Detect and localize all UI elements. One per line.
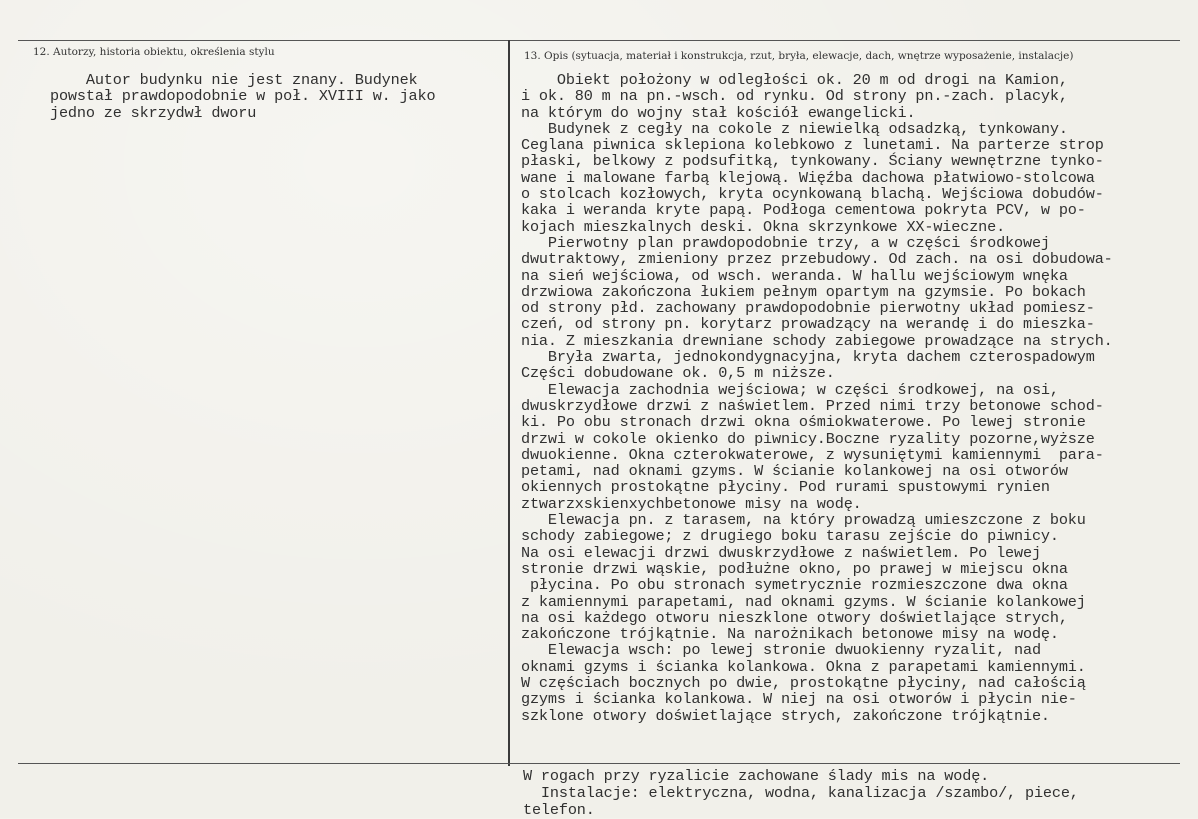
text-line: i ok. 80 m na pn.-wsch. od rynku. Od strony pn.-zach. placyk,: [521, 87, 1068, 106]
text-line: stronie drzwi wąskie, podłużne okno, po prawej w miejscu okna: [521, 559, 1068, 578]
text-line: okiennych prostokątne płyciny. Pod rurami spustowymi rynien: [521, 478, 1050, 497]
text-line: czeń, od strony pn. korytarz prowadzący na werandę i do mieszka-: [521, 315, 1095, 334]
text-line: szklone otwory doświetlające strych, zakończone trójkątnie.: [521, 706, 1050, 725]
text-line: Części dobudowane ok. 0,5 m niższe.: [521, 364, 835, 383]
text-line: W rogach przy ryzalicie zachowane ślady mis na wodę.: [523, 767, 990, 785]
text-line: Obiekt położony w odległości ok. 20 m od drogi na Kamion,: [521, 71, 1068, 89]
text-line: dwutraktowy, zmieniony przez przebudowy. Od zach. na osi dobudowa-: [521, 250, 1113, 269]
field-label-description: 13. Opis (sytuacja, materiał i konstrukcja, rzut, bryła, elewacje, dach, wnętrze wyposażenie, instalacje): [524, 50, 1074, 62]
text-line: jedno ze skrzydwł dworu: [50, 103, 257, 122]
text-line: z kamiennymi parapetami, nad oknami gzyms. W ścianie kolankowej: [521, 592, 1086, 611]
text-line: powstał prawdopodobnie w poł. XVIII w. jako: [50, 87, 436, 106]
text-line: kaka i weranda kryte papą. Podłoga cementowa pokryta PCV, w po-: [521, 201, 1086, 220]
text-line: o stolcach kozłowych, kryta ocynkowaną blachą. Wejściowa dobudów-: [521, 185, 1104, 204]
text-line: telefon.: [523, 801, 595, 819]
text-line: Bryła zwarta, jednokondygnacyjna, kryta dachem czterospadowym: [521, 348, 1095, 367]
text-line: oknami gzyms i ścianka kolankowa. Okna z parapetami kamiennymi.: [521, 657, 1086, 676]
text-line: drzwiowa zakończona łukiem pełnym opartym na gzymsie. Po bokach: [521, 282, 1086, 301]
text-line: petami, nad oknami gzyms. W ścianie kolankowej na osi otworów: [521, 462, 1068, 481]
text-line: kojach mieszkalnych deski. Okna skrzynkowe XX-wieczne.: [521, 217, 1006, 236]
description-continuation-text: [523, 768, 1079, 819]
text-line: dwuskrzydłowe drzwi z naświetlem. Przed nimi trzy betonowe schod-: [521, 396, 1104, 415]
description-text: [521, 72, 1113, 724]
text-line: W częściach bocznych po dwie, prostokątne płyciny, nad całością: [521, 673, 1086, 692]
text-line: płycina. Po obu stronach symetrycznie rozmieszczone dwa okna: [521, 576, 1068, 595]
field-label-authors-history: 12. Autorzy, historia obiektu, określenia stylu: [33, 46, 275, 58]
text-line: Elewacja wsch: po lewej stronie dwuokienny ryzalit, nad: [521, 641, 1041, 660]
text-line: na osi każdego otworu nieszklone otwory doświetlające strych,: [521, 608, 1068, 627]
text-line: Elewacja pn. z tarasem, na który prowadzą umieszczone z boku: [521, 511, 1086, 530]
text-line: na którym do wojny stał kościół ewangelicki.: [521, 103, 916, 122]
top-rule: [18, 40, 1180, 41]
text-line: Ceglana piwnica sklepiona kolebkowo z lunetami. Na parterze strop: [521, 136, 1104, 155]
text-line: Elewacja zachodnia wejściowa; w części środkowej, na osi,: [521, 380, 1059, 399]
text-line: nia. Z mieszkania drewniane schody zabiegowe prowadzące na strych.: [521, 331, 1113, 350]
text-line: od strony płd. zachowany prawdopodobnie pierwotny układ pomiesz-: [521, 299, 1095, 318]
text-line: drzwi w cokole okienko do piwnicy.Boczne ryzality pozorne,wyższe: [521, 429, 1095, 448]
text-line: Pierwotny plan prawdopodobnie trzy, a w części środkowej: [521, 233, 1050, 252]
bottom-rule: [18, 763, 1180, 764]
text-line: ztwarzxskienxychbetonowe misy na wodę.: [521, 494, 862, 513]
text-line: wane i malowane farbą klejową. Więźba dachowa płatwiowo-stolcowa: [521, 168, 1095, 187]
text-line: na sień wejściowa, od wsch. weranda. W hallu wejściowym wnęka: [521, 266, 1068, 285]
authors-history-text: [50, 72, 435, 121]
text-line: płaski, belkowy z podsufitką, tynkowany. Ściany wewnętrzne tynko-: [521, 152, 1104, 171]
text-line: zakończone trójkątnie. Na narożnikach betonowe misy na wodę.: [521, 625, 1059, 644]
text-line: dwuokienne. Okna czterokwaterowe, z wysuniętymi kamiennymi para-: [521, 445, 1104, 464]
text-line: schody zabiegowe; z drugiego boku tarasu zejście do piwnicy.: [521, 527, 1059, 546]
text-line: Budynek z cegły na cokole z niewielką odsadzką, tynkowany.: [521, 119, 1068, 138]
column-divider: [508, 40, 510, 766]
text-line: gzyms i ścianka kolankowa. W niej na osi otworów i płycin nie-: [521, 690, 1077, 709]
text-line: Autor budynku nie jest znany. Budynek: [50, 71, 418, 89]
text-line: ki. Po obu stronach drzwi okna ośmiokwaterowe. Po lewej stronie: [521, 413, 1086, 432]
text-line: Instalacje: elektryczna, wodna, kanalizacja /szambo/, piece,: [523, 784, 1079, 802]
text-line: Na osi elewacji drzwi dwuskrzydłowe z naświetlem. Po lewej: [521, 543, 1041, 562]
